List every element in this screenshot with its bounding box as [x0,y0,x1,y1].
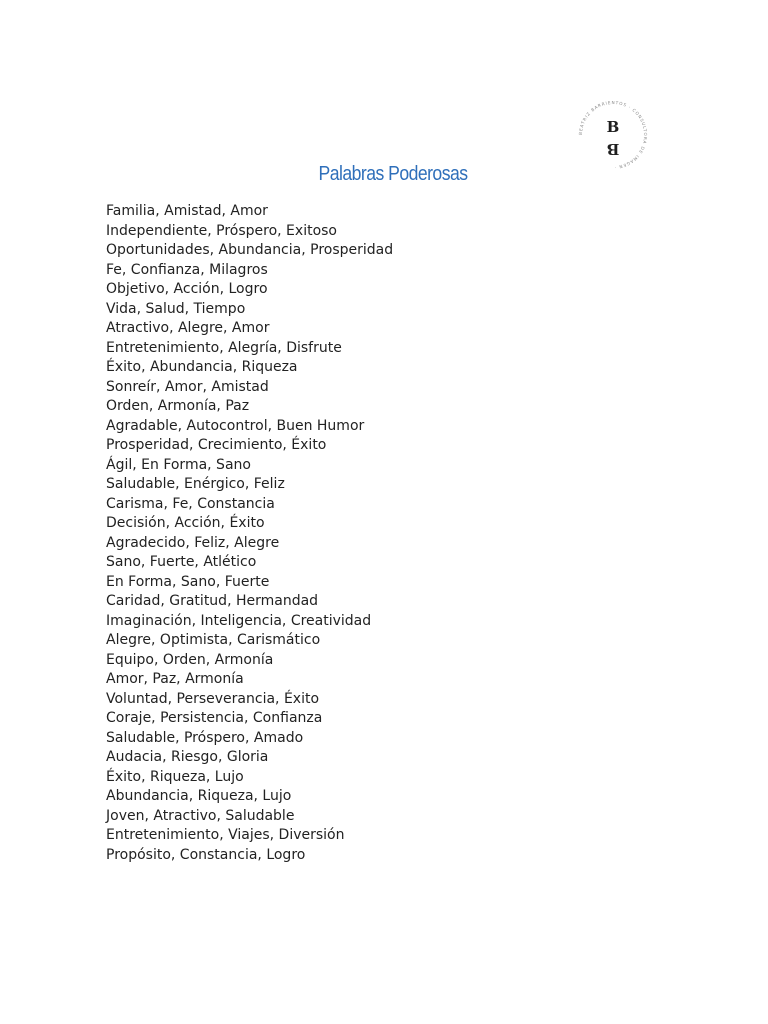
word-list-item: Orden, Armonía, Paz [106,398,250,414]
word-list-item: Agradable, Autocontrol, Buen Humor [106,417,365,434]
word-list-item: Decisión, Acción, Éxito [106,515,265,531]
word-list-item: Prosperidad, Crecimiento, Éxito [106,437,327,453]
word-list-item: Joven, Atractivo, Saludable [106,807,295,824]
word-list-item: Coraje, Persistencia, Confianza [106,710,323,726]
logo-monogram-bottom: B [606,140,620,158]
word-list-item: Carisma, Fe, Constancia [106,495,275,512]
logo-ring-text: BEATRIZ BARRIENTOS · CONSULTORA DE IMAGEN · [577,99,649,171]
word-list-item: Sano, Fuerte, Atlético [106,554,257,570]
word-list-item: Imaginación, Inteligencia, Creatividad [106,612,372,629]
word-list-item: Fe, Confianza, Milagros [106,261,268,278]
word-list-item: Saludable, Enérgico, Feliz [106,476,285,492]
word-list-item: Alegre, Optimista, Carismático [106,632,321,648]
word-list-item: Éxito, Abundancia, Riqueza [106,359,298,375]
word-list-item: Familia, Amistad, Amor [106,203,268,219]
document-title: Palabras Poderosas [318,163,468,185]
word-list-item: En Forma, Sano, Fuerte [106,573,270,590]
word-list-item: Oportunidades, Abundancia, Prosperidad [106,242,394,258]
word-list-item: Equipo, Orden, Armonía [106,651,274,668]
word-list-item: Éxito, Riqueza, Lujo [106,768,244,785]
word-list [106,202,393,865]
word-list-item: Ágil, En Forma, Sano [106,456,251,473]
word-list-item: Amor, Paz, Armonía [106,671,244,687]
word-list-item: Atractivo, Alegre, Amor [106,320,270,336]
word-list-item: Sonreír, Amor, Amistad [106,378,269,395]
word-list-item: Audacia, Riesgo, Gloria [106,749,269,765]
logo-monogram-top: B [606,118,620,136]
word-list-item: Agradecido, Feliz, Alegre [106,534,280,551]
word-list-item: Entretenimiento, Viajes, Diversión [106,827,345,843]
word-list-item: Caridad, Gratitud, Hermandad [106,593,319,609]
word-list-item: Vida, Salud, Tiempo [106,300,246,317]
word-list-item: Independiente, Próspero, Exitoso [106,222,337,239]
word-list-item: Voluntad, Perseverancia, Éxito [106,690,320,707]
word-list-item: Propósito, Constancia, Logro [106,846,306,863]
word-list-item: Abundancia, Riqueza, Lujo [106,788,292,804]
word-list-item: Saludable, Próspero, Amado [106,729,304,746]
word-list-item: Objetivo, Acción, Logro [106,281,268,297]
word-list-item: Entretenimiento, Alegría, Disfrute [106,339,342,356]
